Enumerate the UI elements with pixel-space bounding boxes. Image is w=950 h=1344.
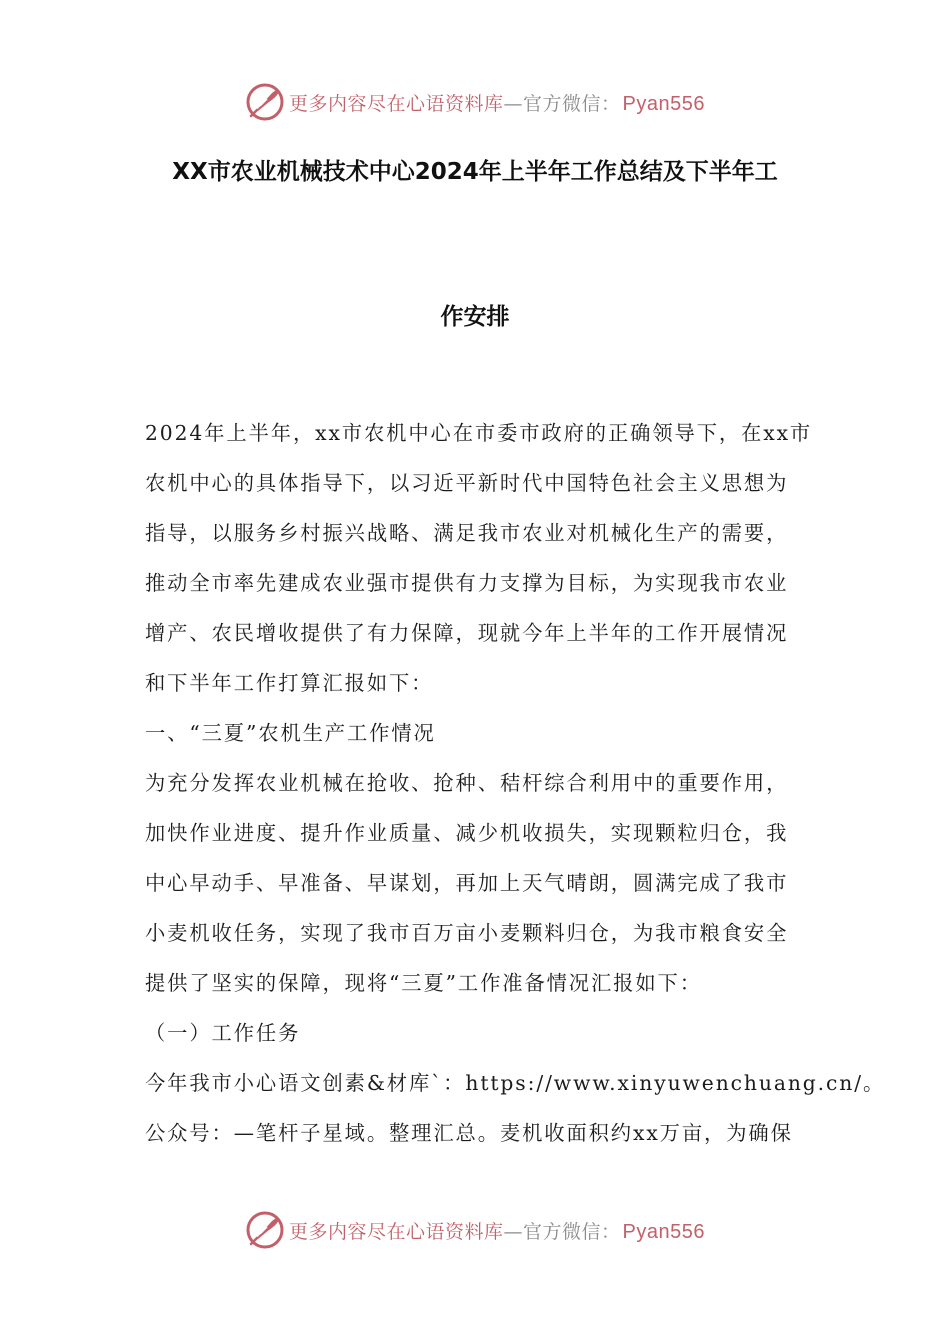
document-body bbox=[145, 416, 886, 1166]
watermark-main: 更多内容尽在心语资料库 bbox=[289, 92, 504, 115]
body-line: 公众号：—笔杆子星域。整理汇总。麦机收面积约xx万亩，为确保 bbox=[145, 1121, 793, 1145]
footer-watermark-banner bbox=[0, 1208, 950, 1252]
watermark-text bbox=[289, 1217, 705, 1244]
body-line: 和下半年工作打算汇报如下： bbox=[145, 671, 434, 695]
quill-pen-logo-icon bbox=[245, 82, 285, 122]
document-title-line-1: XX市农业机械技术中心2024年上半年工作总结及下半年工 bbox=[172, 159, 778, 185]
body-line: 中心早动手、早准备、早谋划，再加上天气晴朗，圆满完成了我市 bbox=[145, 871, 789, 895]
watermark-official: 官方微信： bbox=[523, 1220, 621, 1243]
body-line: 为充分发挥农业机械在抢收、抢种、秸杆综合利用中的重要作用， bbox=[145, 771, 789, 795]
quill-pen-logo-icon bbox=[245, 1210, 285, 1250]
body-line: 2024年上半年，xx市农机中心在市委市政府的正确领导下，在xx市 bbox=[145, 421, 813, 445]
body-line: 小麦机收任务，实现了我市百万亩小麦颗料归仓，为我市粮食安全 bbox=[145, 921, 789, 945]
body-line: 增产、农民增收提供了有力保障，现就今年上半年的工作开展情况 bbox=[145, 621, 789, 645]
body-line: 今年我市小心语文创素&材库`：https://www.xinyuwenchuang.cn/。 bbox=[145, 1071, 886, 1095]
body-line: 推动全市率先建成农业强市提供有力支撑为目标，为实现我市农业 bbox=[145, 571, 789, 595]
subsection-heading: （一）工作任务 bbox=[145, 1021, 301, 1045]
section-heading: 一、“三夏”农机生产工作情况 bbox=[145, 721, 436, 745]
body-line: 加快作业进度、提升作业质量、减少机收损失，实现颗粒归仓，我 bbox=[145, 821, 789, 845]
watermark-text bbox=[289, 89, 705, 116]
watermark-sep: — bbox=[503, 92, 524, 115]
watermark-main: 更多内容尽在心语资料库 bbox=[289, 1220, 504, 1243]
watermark-id: Pyan556 bbox=[622, 1220, 705, 1243]
body-line: 提供了坚实的保障，现将“三夏”工作准备情况汇报如下： bbox=[145, 971, 702, 995]
document-title-line-2: 作安排 bbox=[440, 304, 510, 330]
body-line: 农机中心的具体指导下，以习近平新时代中国特色社会主义思想为 bbox=[145, 471, 789, 495]
header-watermark-banner bbox=[0, 80, 950, 124]
watermark-sep: — bbox=[503, 1220, 524, 1243]
body-line: 指导，以服务乡村振兴战略、满足我市农业对机械化生产的需要， bbox=[145, 521, 789, 545]
watermark-official: 官方微信： bbox=[523, 92, 621, 115]
watermark-id: Pyan556 bbox=[622, 92, 705, 115]
